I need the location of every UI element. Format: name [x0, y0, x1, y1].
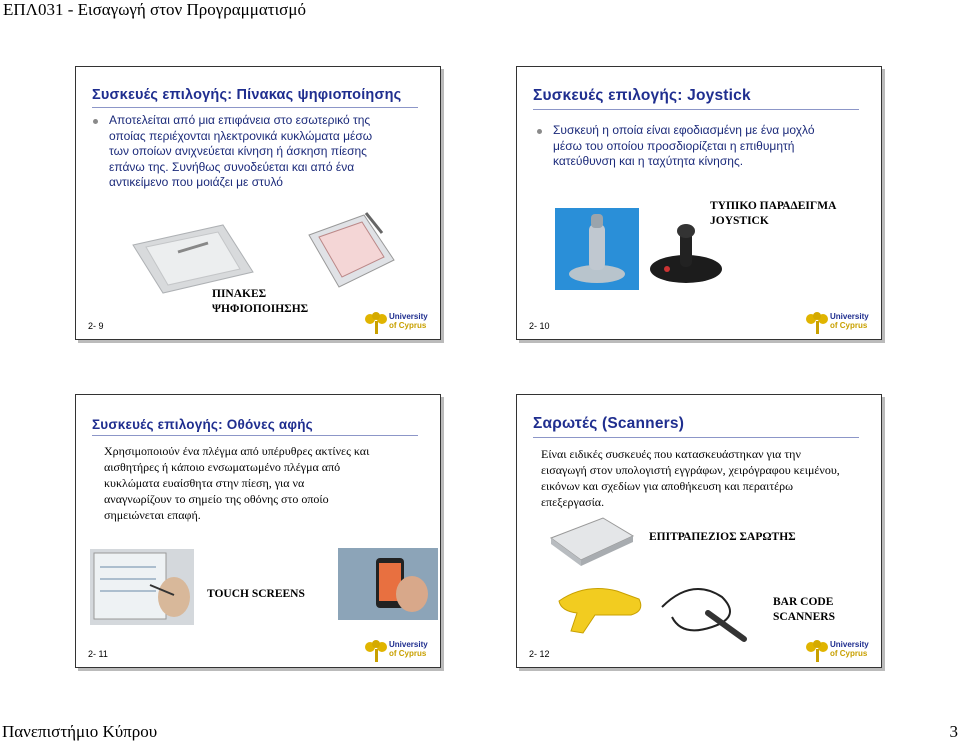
bullet-line: Συσκευή η οποία είναι εφοδιασμένη με ένα μοχλό [553, 123, 815, 137]
slide-title: Συσκευές επιλογής: Πίνακας ψηφιοποίησης [92, 87, 402, 103]
body-line: αισθητήρες ή κάποιο ενσωματωμένο πλέγμα από [104, 460, 341, 474]
touch-screen-pen-image [90, 549, 194, 625]
slide-joystick [516, 66, 882, 340]
logo-line: University [830, 640, 869, 649]
slide-scanners [516, 394, 882, 668]
logo-text [830, 312, 869, 330]
barcode-wand-image [652, 577, 752, 647]
body-line: κυκλώματα ευαίσθητα στην πίεση, για να [104, 476, 305, 490]
slide-digitizer [75, 66, 441, 340]
slide-body [104, 443, 369, 523]
logo-text [830, 640, 869, 658]
title-divider [92, 435, 418, 436]
logo-line: University [830, 312, 869, 321]
body-line: αναγνωρίζουν το σημείο της οθόνης στο οποίο [104, 492, 329, 506]
title-divider [533, 109, 859, 110]
page-header: ΕΠΛ031 - Εισαγωγή στον Προγραμματισμό [3, 0, 306, 19]
university-logo [364, 311, 434, 335]
logo-line: University [389, 640, 428, 649]
body-line: Είναι ειδικές συσκευές που κατασκευάστηκαν για την [541, 447, 801, 461]
page-footer: Πανεπιστήμιο Κύπρου [2, 722, 158, 741]
caption-line: ΤΥΠΙΚΟ ΠΑΡΑΔΕΙΓΜΑ [710, 200, 837, 212]
slide-caption [207, 587, 305, 602]
barcode-scanner-yellow-image [555, 581, 647, 639]
slide-touch-screens [75, 394, 441, 668]
tree-icon [364, 639, 388, 663]
bullet-line: μέσω του οποίου προσδιορίζεται η επιθυμητή [553, 138, 795, 153]
slide-caption-2 [773, 595, 835, 625]
slide-caption [212, 287, 308, 317]
title-divider [533, 437, 859, 438]
slide-bullet [553, 123, 815, 170]
logo-text [389, 640, 428, 658]
body-line: επεξεργασία. [541, 495, 605, 509]
slide-number: 2- 11 [88, 649, 108, 659]
caption-line: ΨΗΦΙΟΠΟΙΗΣΗΣ [212, 303, 309, 315]
slide-title: Σαρωτές (Scanners) [533, 415, 685, 432]
university-logo [805, 639, 875, 663]
caption-line: BAR CODE [773, 596, 834, 608]
bullet-line: οποίας περιέχονται ηλεκτρονικά κυκλώματα μέσω [109, 128, 373, 143]
caption-line: ΠΙΝΑΚΕΣ [212, 288, 267, 300]
body-line: εισαγωγή στον υπολογιστή εγγράφων, χειρόγραφου κειμένου, [541, 463, 840, 477]
bullet-line: αντικείμενο που μοιάζει με στυλό [109, 175, 283, 189]
smartphone-touch-image [338, 548, 438, 620]
logo-line: of Cyprus [389, 649, 427, 658]
gamepad-joystick-image [647, 217, 725, 287]
university-logo [364, 639, 434, 663]
slide-caption [649, 530, 796, 545]
slide-number: 2- 9 [88, 321, 104, 331]
slide-number: 2- 10 [529, 321, 550, 331]
logo-line: of Cyprus [389, 321, 427, 330]
page-number: 3 [949, 722, 958, 741]
university-logo [805, 311, 875, 335]
bullet-icon [93, 119, 98, 124]
logo-line: University [389, 312, 428, 321]
logo-line: of Cyprus [830, 321, 868, 330]
tree-icon [805, 639, 829, 663]
body-line: σημειώνεται επαφή. [104, 508, 201, 522]
slide-body [541, 446, 840, 510]
digitizer-tablet-image [128, 217, 258, 297]
bullet-line: των οποίων ανιχνεύεται κίνηση ή άσκηση πίεσης [109, 144, 367, 158]
caption-line: JOYSTICK [710, 215, 769, 227]
caption-line: TOUCH SCREENS [207, 588, 305, 600]
tree-icon [364, 311, 388, 335]
body-line: εικόνων και σχεδίων για αποθήκευση και περαιτέρω [541, 479, 794, 493]
slide-title: Συσκευές επιλογής: Joystick [533, 87, 751, 104]
graphics-tablet-image [304, 205, 399, 295]
slide-bullet [109, 113, 372, 191]
bullet-icon [537, 129, 542, 134]
bullet-line: επάνω της. Συνήθως συνοδεύεται και από ένα [109, 159, 355, 174]
bullet-line: Αποτελείται από μια επιφάνεια στο εσωτερικό της [109, 113, 371, 127]
tree-icon [805, 311, 829, 335]
flatbed-scanner-image [547, 514, 637, 570]
caption-line: SCANNERS [773, 611, 835, 623]
body-line: Χρησιμοποιούν ένα πλέγμα από υπέρυθρες ακτίνες και [104, 444, 370, 458]
caption-line: ΕΠΙΤΡΑΠΕΖΙΟΣ ΣΑΡΩΤΗΣ [649, 531, 796, 543]
bullet-line: κατεύθυνση και η ταχύτητα κίνησης. [553, 154, 744, 168]
joystick-image [555, 208, 639, 290]
slide-number: 2- 12 [529, 649, 550, 659]
logo-text [389, 312, 428, 330]
slide-caption [710, 199, 836, 229]
logo-line: of Cyprus [830, 649, 868, 658]
title-divider [92, 107, 418, 108]
slide-title: Συσκευές επιλογής: Οθόνες αφής [92, 417, 313, 432]
